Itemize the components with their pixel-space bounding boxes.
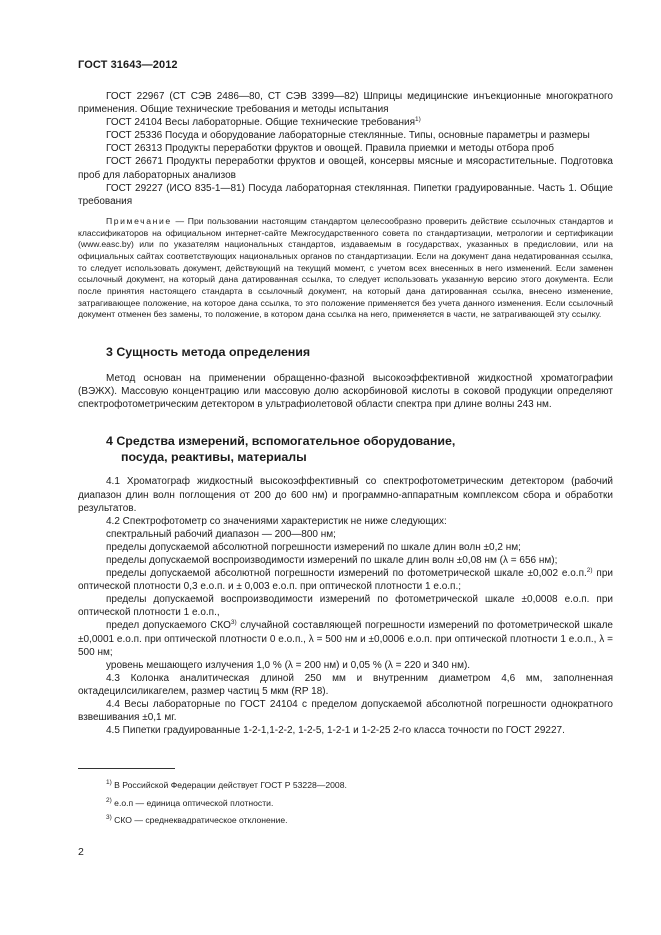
- footnote-mark: 1): [415, 116, 421, 124]
- ref-gost-24104: [78, 116, 613, 129]
- spec-item: [78, 619, 613, 658]
- footnote-divider: [78, 768, 175, 769]
- clause-4-3: 4.3 Колонка аналитическая длиной 250 мм и внутренним диаметром 4,6 мм, заполненная октадецилсиликагелем, размер частиц 5 мкм (RP 18).: [78, 672, 613, 697]
- ref-gost-25336: ГОСТ 25336 Посуда и оборудование лабораторные стеклянные. Типы, основные параметры и размеры: [106, 130, 590, 142]
- footnote-1: [78, 777, 613, 795]
- note-paragraph: [78, 216, 613, 321]
- footnote-mark: 3): [106, 814, 112, 821]
- footnote-text: е.о.п — единица оптической плотности.: [111, 797, 274, 808]
- spec-text: при оптической плотности 0,3 е.о.п. и ± 0,003 е.о.п. при оптической плотности 1 е.о.п.;: [78, 568, 613, 593]
- footnote-mark: 1): [106, 779, 112, 786]
- ref-gost-22967: ГОСТ 22967 (СТ СЭВ 2486—80, СТ СЭВ 3399—82) Шприцы медицинские инъекционные многократного применения. Общие технические требования и методы испытания: [78, 91, 613, 116]
- section-3-heading: 3 Сущность метода определения: [106, 345, 311, 360]
- clause-4-1: 4.1 Хроматограф жидкостный высокоэффективный со спектрофотометрическим детектором (рабочий диапазон длин волн поглощения от 200 до 600 нм) и программно-аппаратным комплексом сбора и обработки результатов.: [78, 476, 613, 514]
- clause-4-5: 4.5 Пипетки градуированные 1-2-1,1-2-2, 1-2-5, 1-2-1 и 1-2-25 2-го класса точности по ГОСТ 29227.: [106, 725, 565, 737]
- page-number: 2: [78, 846, 84, 858]
- footnote-mark: 2): [586, 567, 593, 575]
- section-4-heading-line2: посуда, реактивы, материалы: [121, 450, 307, 465]
- spec-item: спектральный рабочий диапазон — 200—800 нм;: [106, 528, 336, 540]
- spec-item: пределы допускаемой воспроизводимости измерений по фотометрической шкале ±0,0008 е.о.п. при оптической плотности 1 е.о.п.,: [78, 594, 613, 619]
- clause-4-2: 4.2 Спектрофотометр со значениями характеристик не ниже следующих:: [106, 515, 447, 527]
- spec-text: случайной составляющей погрешности измерений по фотометрической шкале ±0,0001 е.о.п. при оптической плотности 0 е.о.п., λ = 500 нм и ±0,0006 е.о.п. при оптической плотности 1 е.о.п., λ = 500 нм;: [78, 620, 613, 658]
- spec-item: пределы допускаемой воспроизводимости измерений по шкале длин волн ±0,08 нм (λ = 656 нм);: [106, 555, 558, 567]
- ref-gost-26313: ГОСТ 26313 Продукты переработки фруктов и овощей. Правила приемки и методы отбора проб: [106, 143, 554, 155]
- section-4-heading: [78, 433, 613, 465]
- footnotes: [78, 777, 613, 830]
- spec-text: предел допускаемого СКО: [106, 620, 231, 632]
- footnote-text: СКО — среднеквадратическое отклонение.: [111, 815, 288, 825]
- spec-item: [78, 567, 613, 593]
- note-text: — При пользовании настоящим стандартом целесообразно проверить действие ссылочных стандартов и классификаторов на официальном интернет-сайте Межгосударственного совета по стандартизации, метрологии и сертификации (www.easc.by) или по указателям национальных стандартов, издаваемым в государствах, указанных в предисловии, или на официальных сайтах соответствующих национальных органов по стандартизации. Если на документ дана недатированная ссылка, то следует использовать документ, действующий на текущий момент, с учетом всех внесенных в него изменений. Если заменен ссылочный документ, на который дана датированная ссылка, то следует использовать указанную версию этого документа. Если после принятия настоящего стандарта в ссылочный документ, на который дана датированная ссылка, внесено изменение, затрагивающее положение, на которое дана ссылка, то это положение применяется без учета данного изменения. Если ссылочный документ отменен без замены, то положение, в котором дана ссылка на него, применяется в части, не затрагивающей эту ссылку.: [78, 215, 613, 320]
- footnote-2: [78, 795, 613, 813]
- spec-item: уровень мешающего излучения 1,0 % (λ = 200 нм) и 0,05 % (λ = 220 и 340 нм).: [106, 659, 471, 671]
- clause-4-4: 4.4 Весы лабораторные по ГОСТ 24104 с пределом допускаемой абсолютной погрешности однократного взвешивания ±0,1 мг.: [78, 699, 613, 724]
- ref-gost-26671: ГОСТ 26671 Продукты переработки фруктов и овощей, консервы мясные и мясорастительные. Подготовка проб для лабораторных анализов: [78, 156, 613, 181]
- footnote-mark: 3): [230, 619, 237, 627]
- footnote-text: В Российской Федерации действует ГОСТ Р 53228—2008.: [111, 780, 347, 790]
- section-4-heading-line1: 4 Средства измерений, вспомогательное оборудование,: [106, 434, 456, 449]
- ref-gost-29227: ГОСТ 29227 (ИСО 835-1—81) Посуда лабораторная стеклянная. Пипетки градуированные. Часть 1. Общие требования: [78, 182, 613, 207]
- section-3-text: Метод основан на применении обращенно-фазной высокоэффективной жидкостной хроматографии (ВЭЖХ). Массовую концентрацию или массовую долю аскорбиновой кислоты в соковой продукции определяют спектрофотометрическим детектором в ультрафиолетовой области спектра при длине волны 243 нм.: [78, 373, 613, 411]
- spec-text: пределы допускаемой абсолютной погрешности измерений по фотометрической шкале ±0,002 е.о.п.: [106, 568, 587, 580]
- footnote-mark: 2): [106, 796, 112, 804]
- ref-text: ГОСТ 24104 Весы лабораторные. Общие технические требования: [106, 117, 416, 129]
- note-label: Примечание: [106, 215, 172, 226]
- page-content: [78, 90, 613, 737]
- document-header: ГОСТ 31643—2012: [78, 59, 178, 71]
- footnote-3: [78, 812, 613, 830]
- spec-item: пределы допускаемой абсолютной погрешности измерений по шкале длин волн ±0,2 нм;: [106, 541, 521, 553]
